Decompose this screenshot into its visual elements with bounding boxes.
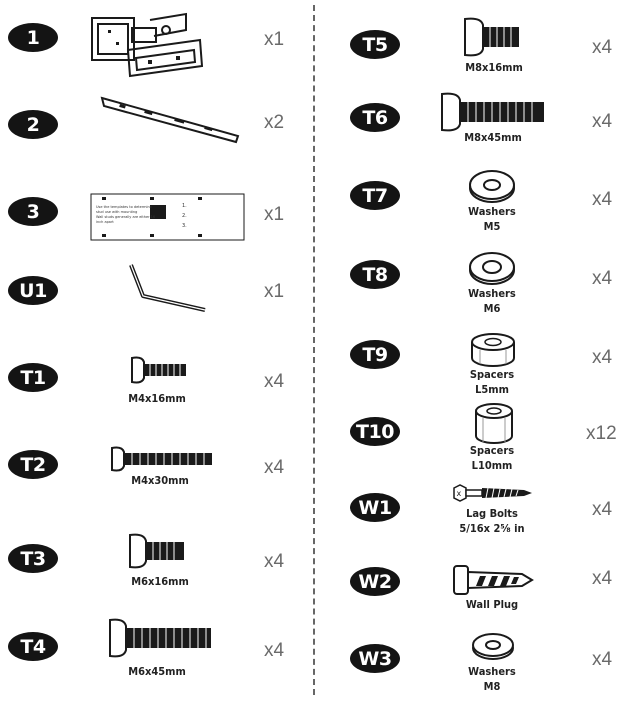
quantity-T5: x4 [592, 37, 613, 58]
caption-line: L5mm [475, 383, 509, 396]
part-badge-3: 3 [8, 197, 58, 226]
washer-icon [468, 168, 516, 204]
part-badge-T5: T5 [350, 30, 400, 59]
part-badge-T4: T4 [8, 632, 58, 661]
quantity-T4: x4 [264, 640, 285, 661]
wall-plug-icon [452, 562, 534, 598]
svg-text:x: x [456, 489, 462, 498]
caption-T4 [128, 664, 186, 679]
caption-line: M6x45mm [128, 665, 186, 678]
part-badge-T10: T10 [350, 417, 400, 446]
template-step-2: 2. [182, 213, 187, 219]
spacer-icon [470, 332, 516, 368]
quantity-T9: x4 [592, 347, 613, 368]
part-badge-T1: T1 [8, 363, 58, 392]
quantity-T8: x4 [592, 268, 613, 289]
lag-bolt-icon [452, 484, 534, 506]
part-badge-T7: T7 [350, 181, 400, 210]
template-text-line-3: Wall studs generally are either 16 [96, 215, 156, 219]
machine-screw-icon [130, 356, 190, 384]
caption-line: M8x16mm [465, 61, 523, 74]
quantity-T1: x4 [264, 371, 285, 392]
template-text-line-1: Use the templates to determine [96, 205, 152, 209]
caption-T9 [470, 367, 514, 397]
caption-line: M6x16mm [131, 575, 189, 588]
part-badge-T9: T9 [350, 340, 400, 369]
machine-screw-icon [128, 533, 188, 569]
quantity-T6: x4 [592, 111, 613, 132]
caption-line: M8 [483, 680, 501, 693]
caption-T7 [468, 204, 516, 234]
quantity-W1: x4 [592, 499, 613, 520]
part-badge-W3: W3 [350, 644, 400, 673]
quantity-T3: x4 [264, 551, 285, 572]
caption-line: Wall Plug [465, 598, 519, 611]
caption-line: M4x16mm [128, 392, 186, 405]
caption-line: 5/16x 2⁵⁄₈ in [459, 522, 525, 535]
part-badge-U1: U1 [8, 276, 58, 305]
template-text-line-2: stud use with mounting [96, 210, 138, 214]
machine-screw-icon [463, 17, 523, 57]
part-badge-W2: W2 [350, 567, 400, 596]
quantity-T2: x4 [264, 457, 285, 478]
quantity-1: x1 [264, 29, 285, 50]
washer-icon [470, 632, 516, 662]
template-text-line-4: inch apart [96, 220, 114, 224]
caption-line: Lag Bolts [466, 507, 518, 520]
part-badge-T2: T2 [8, 450, 58, 479]
part-badge-2: 2 [8, 110, 58, 139]
caption-line: Spacers [469, 444, 515, 457]
template-step-1: 1. [182, 203, 187, 209]
caption-line: Washers [468, 665, 516, 678]
caption-T6 [464, 130, 522, 145]
vertical-arm-rail-icon [100, 96, 240, 144]
caption-line: Washers [468, 205, 516, 218]
quantity-2: x2 [264, 112, 285, 133]
caption-line: M4x30mm [131, 474, 189, 487]
spacer-icon [474, 402, 514, 446]
caption-T3 [131, 574, 189, 589]
caption-line: L10mm [471, 459, 513, 472]
machine-screw-icon [108, 618, 213, 658]
caption-line: M6 [483, 302, 501, 315]
part-badge-1: 1 [8, 23, 58, 52]
wall-template-card-icon [90, 193, 245, 241]
quantity-W2: x4 [592, 568, 613, 589]
wall-mount-bracket-icon [88, 8, 208, 83]
caption-line: M5 [483, 220, 501, 233]
caption-T1 [128, 391, 186, 406]
caption-line: Washers [468, 287, 516, 300]
machine-screw-icon [440, 92, 546, 132]
washer-icon [468, 250, 516, 286]
quantity-3: x1 [264, 204, 285, 225]
caption-W3 [468, 664, 516, 694]
quantity-U1: x1 [264, 281, 285, 302]
part-badge-T6: T6 [350, 103, 400, 132]
hex-key-icon [125, 262, 210, 314]
quantity-W3: x4 [592, 649, 613, 670]
part-badge-T3: T3 [8, 544, 58, 573]
column-divider [313, 5, 315, 695]
caption-line: M8x45mm [464, 131, 522, 144]
quantity-T10: x12 [586, 423, 617, 444]
caption-T10 [470, 443, 514, 473]
part-badge-T8: T8 [350, 260, 400, 289]
machine-screw-icon [110, 446, 214, 472]
caption-W2 [466, 597, 518, 612]
template-step-3: 3. [182, 223, 187, 229]
caption-T8 [468, 286, 516, 316]
quantity-T7: x4 [592, 189, 613, 210]
caption-T2 [131, 473, 189, 488]
caption-W1 [459, 506, 524, 536]
part-badge-W1: W1 [350, 493, 400, 522]
caption-line: Spacers [469, 368, 515, 381]
caption-T5 [465, 60, 523, 75]
